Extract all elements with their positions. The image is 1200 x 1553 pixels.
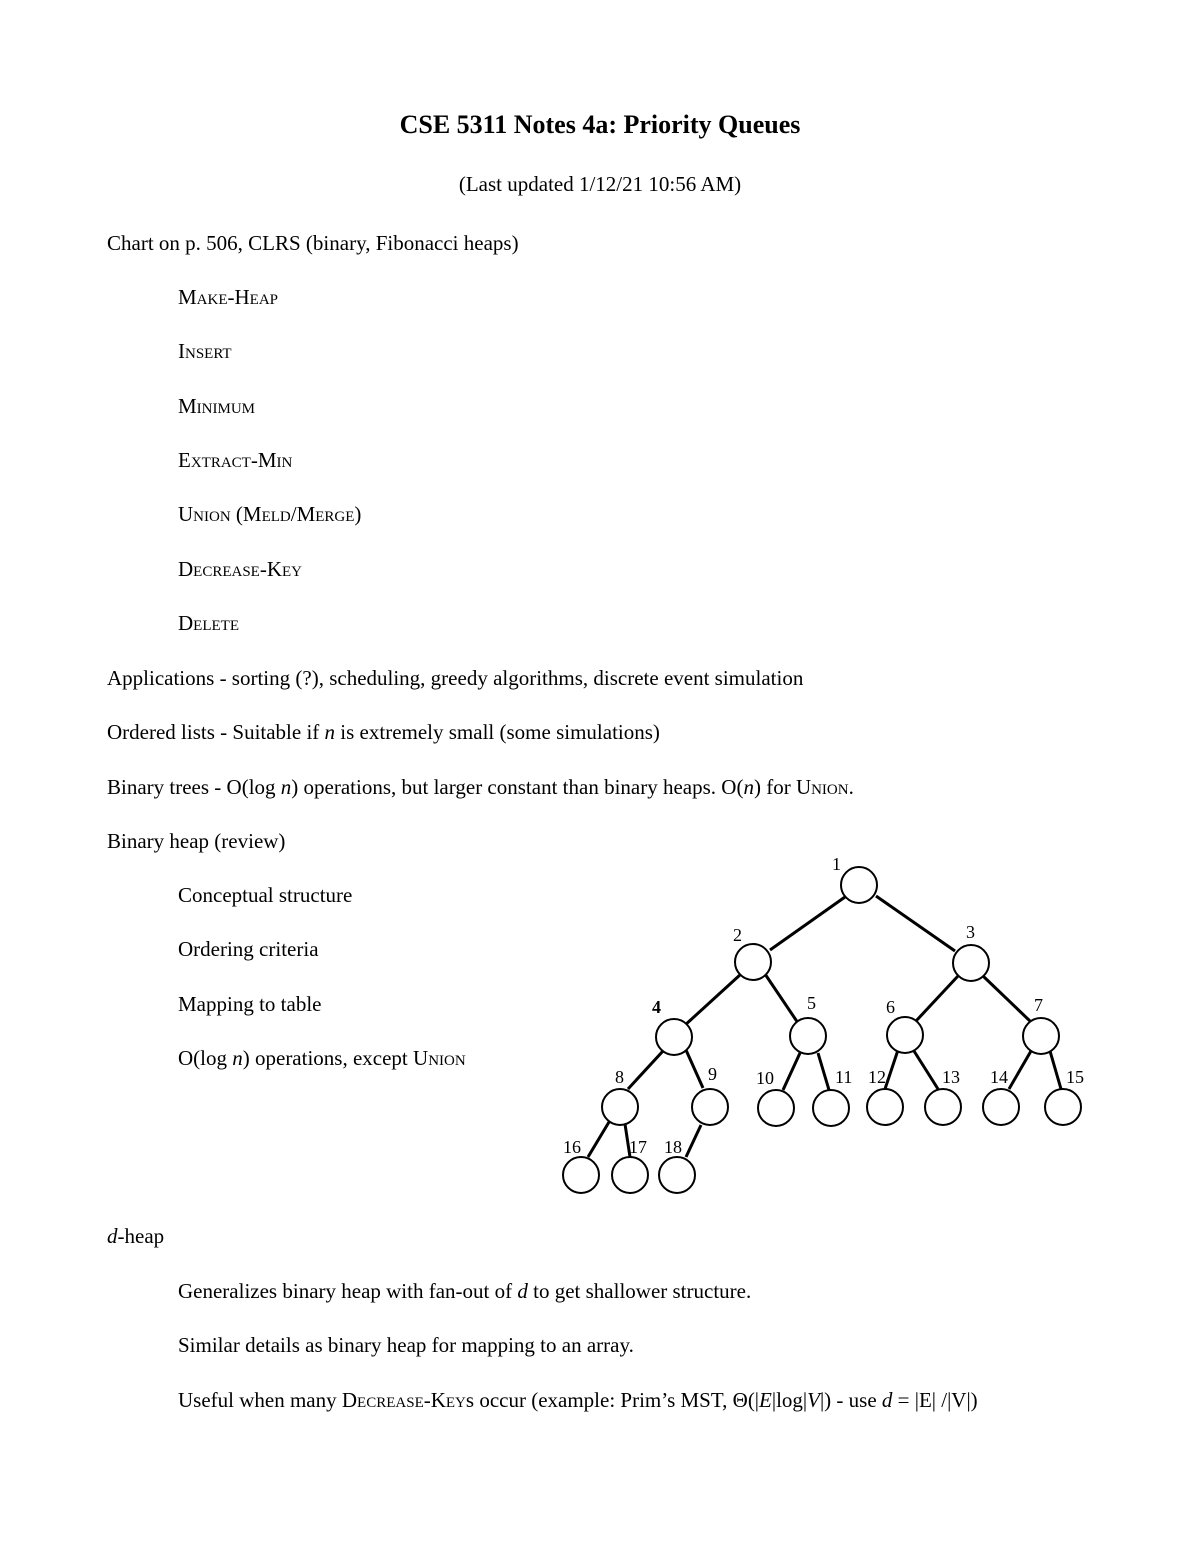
ordered-lists-text: Ordered lists - Suitable if n is extremely small (some simulations)	[107, 720, 660, 744]
node-label-9: 9	[708, 1064, 717, 1084]
heap-node-11	[813, 1090, 849, 1126]
edge-5-11	[818, 1053, 829, 1090]
heap-node-3	[953, 945, 989, 981]
binary-heap-item-structure: Conceptual structure	[178, 883, 353, 907]
op-minimum: Minimum	[178, 394, 256, 418]
edge-3-6	[916, 976, 958, 1021]
op-delete: Delete	[178, 611, 239, 635]
heap-node-7	[1023, 1018, 1059, 1054]
heap-node-8	[602, 1089, 638, 1125]
chart-reference: Chart on p. 506, CLRS (binary, Fibonacci heaps)	[107, 231, 519, 255]
heap-node-1	[841, 867, 877, 903]
node-label-15: 15	[1066, 1067, 1084, 1087]
node-label-4: 4	[652, 997, 661, 1017]
node-label-17: 17	[629, 1137, 647, 1157]
dheap-generalizes: Generalizes binary heap with fan-out of d to get shallower structure.	[178, 1279, 752, 1303]
page-title: CSE 5311 Notes 4a: Priority Queues	[399, 110, 801, 139]
heap-node-12	[867, 1089, 903, 1125]
op-union: Union (Meld/Merge)	[178, 502, 362, 526]
binary-heap-item-mapping: Mapping to table	[178, 992, 322, 1016]
edge-7-15	[1050, 1051, 1061, 1089]
heap-node-18	[659, 1157, 695, 1193]
heap-node-14	[983, 1089, 1019, 1125]
node-label-5: 5	[807, 993, 816, 1013]
heap-node-10	[758, 1090, 794, 1126]
binary-heap-heading: Binary heap (review)	[107, 829, 286, 853]
heap-node-5	[790, 1018, 826, 1054]
edge-6-12	[885, 1050, 898, 1089]
heap-node-15	[1045, 1089, 1081, 1125]
edge-5-10	[783, 1053, 800, 1090]
edge-3-7	[983, 976, 1031, 1022]
edge-2-5	[765, 974, 798, 1023]
node-label-8: 8	[615, 1067, 624, 1087]
binary-heap-item-ordering: Ordering criteria	[178, 937, 319, 961]
node-label-11: 11	[835, 1067, 853, 1087]
heap-node-4	[656, 1019, 692, 1055]
dheap-heading: d-heap	[107, 1224, 165, 1248]
heap-node-9	[692, 1089, 728, 1125]
edge-6-13	[914, 1051, 938, 1089]
dheap-useful: Useful when many Decrease-Keys occur (example: Prim’s MST, Θ(|E|log|V|) - use d = |E| /|V|)	[178, 1388, 978, 1412]
node-label-12: 12	[868, 1067, 886, 1087]
edge-2-4	[684, 974, 741, 1026]
dheap-similar: Similar details as binary heap for mapping to an array.	[178, 1333, 634, 1357]
node-label-16: 16	[563, 1137, 581, 1157]
applications-text: Applications - sorting (?), scheduling, greedy algorithms, discrete event simulation	[107, 666, 804, 690]
edge-8-16	[588, 1122, 609, 1157]
heap-node-16	[563, 1157, 599, 1193]
node-label-6: 6	[886, 997, 895, 1017]
node-label-2: 2	[733, 925, 742, 945]
edge-1-3	[876, 896, 955, 951]
op-insert: Insert	[178, 339, 232, 363]
heap-node-17	[612, 1157, 648, 1193]
node-label-7: 7	[1034, 995, 1043, 1015]
heap-node-2	[735, 944, 771, 980]
heap-node-6	[887, 1017, 923, 1053]
node-label-1: 1	[832, 854, 841, 874]
last-updated: (Last updated 1/12/21 10:56 AM)	[458, 172, 742, 196]
node-label-18: 18	[664, 1137, 682, 1157]
node-label-3: 3	[966, 922, 975, 942]
node-label-13: 13	[942, 1067, 960, 1087]
node-label-14: 14	[990, 1067, 1008, 1087]
binary-trees-text: Binary trees - O(log n) operations, but larger constant than binary heaps. O(n) for Union.	[107, 775, 854, 799]
edge-4-8	[628, 1051, 663, 1089]
op-make-heap: Make-Heap	[178, 285, 278, 309]
binary-heap-item-operations: O(log n) operations, except Union	[178, 1046, 466, 1070]
op-extract-min: Extract-Min	[178, 448, 293, 472]
edge-9-18	[686, 1125, 701, 1157]
node-label-10: 10	[756, 1068, 774, 1088]
edge-7-14	[1009, 1051, 1031, 1089]
op-decrease-key: Decrease-Key	[178, 557, 302, 581]
heap-node-13	[925, 1089, 961, 1125]
edge-4-9	[686, 1050, 703, 1088]
edge-1-2	[770, 897, 845, 950]
